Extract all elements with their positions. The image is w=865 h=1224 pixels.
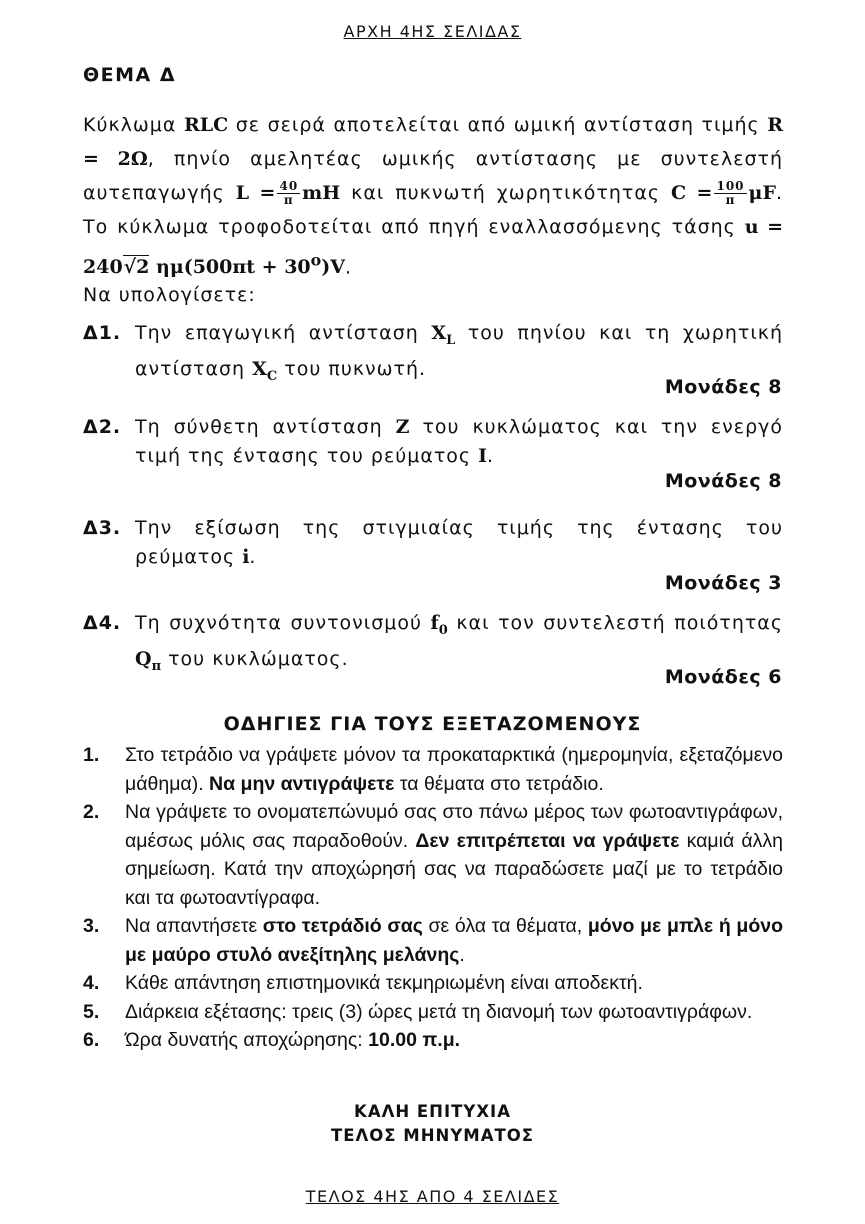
capacitance-fraction: $\frac{100}{\pi}$: [716, 179, 745, 207]
question-label: Δ3.: [83, 517, 122, 539]
marks-d2: Μονάδες 8: [664, 470, 782, 492]
closing-block: [0, 1100, 865, 1148]
instruction-item: 6. Ώρα δυνατής αποχώρησης: 10.00 π.μ.: [83, 1029, 461, 1051]
question-text: Την επαγωγική αντίσταση $X_L$ του πηνίου και τη χωρητική αντίσταση $X_C$ του πυκνωτή.: [135, 322, 784, 384]
page-footer: ΤΕΛΟΣ 4ΗΣ ΑΠΟ 4 ΣΕΛΙΔΕΣ: [305, 1187, 560, 1206]
question-text: Την εξίσωση της στιγμιαίας τιμής της έντασης του ρεύματος i.: [135, 517, 783, 568]
instruction-item: 3. Να απαντήσετε στο τετράδιό σας σε όλα τα θέματα, μόνο με μπλε ή μόνο με μαύρο στυλό ανεξίτηλης μελάνης.: [83, 915, 783, 966]
instruction-item: 2. Να γράψετε το ονοματεπώνυμό σας στο πάνω μέρος των φωτοαντιγράφων, αμέσως μόλις σας παραδοθούν. Δεν επιτρέπεται να γράψετε καμιά άλλη σημείωση. Κατά την αποχώρησή σας να παραδώσετε μαζί με το τετράδιο και τα φωτοαντίγραφα.: [83, 801, 783, 909]
capacitance-label: C =: [670, 182, 713, 204]
instructions-title: ΟΔΗΓΙΕΣ ΓΙΑ ΤΟΥΣ ΕΞΕΤΑΖΟΜΕΝΟΥΣ: [223, 713, 642, 735]
question-label: Δ4.: [83, 612, 122, 634]
question-text: Τη συχνότητα συντονισμού $f_0$ και τον συντελεστή ποιότητας $Q_\pi$ του κυκλώματος.: [135, 612, 783, 674]
instructions-list: [83, 741, 783, 1055]
marks-d1: Μονάδες 8: [664, 376, 782, 398]
marks-d4: Μονάδες 6: [664, 666, 782, 688]
voltage-equation: u = 240√2 $\eta\mu(500\pi t + 30^o)V$: [83, 216, 783, 279]
page-header: ΑΡΧΗ 4ΗΣ ΣΕΛΙΔΑΣ: [343, 22, 522, 41]
closing-wish: ΚΑΛΗ ΕΠΙΤΥΧΙΑ: [354, 1102, 511, 1121]
question-d2: [83, 413, 783, 471]
problem-statement: Κύκλωμα RLC σε σειρά αποτελείται από ωμική αντίσταση τιμής R = 2Ω, πηνίο αμελητέας ωμικής αντίστασης με συντελεστή αυτεπαγωγής L = $\frac{40}{\pi}$ mH και πυκνωτή χωρητικότητας C = $\frac{100}{\pi}$ μF. Το κύκλωμα τροφοδοτείται από πηγή εναλλασσόμενης τάσης u = 240√2 $\eta\mu(500\pi t + 30^o)V$.: [83, 114, 783, 279]
question-label: Δ2.: [83, 416, 122, 438]
inductance-label: L =: [235, 182, 276, 204]
question-d3: [83, 514, 783, 572]
resistance-value: R = 2Ω: [83, 114, 783, 170]
instruction-item: 1. Στο τετράδιο να γράψετε μόνον τα προκαταρκτικά (ημερομηνία, εξεταζόμενο μάθημα). Να μην αντιγράψετε τα θέματα στο τετράδιο.: [83, 744, 783, 795]
question-label: Δ1.: [83, 322, 122, 344]
marks-d3: Μονάδες 3: [664, 572, 782, 594]
capacitance-unit: μF: [748, 182, 776, 204]
section-title: ΘΕΜΑ Δ: [83, 64, 177, 86]
instruction-item: 4. Κάθε απάντηση επιστημονικά τεκμηριωμένη είναι αποδεκτή.: [83, 972, 643, 994]
inductance-fraction: $\frac{40}{\pi}$: [279, 179, 299, 207]
task-prompt: Να υπολογίσετε:: [83, 284, 256, 306]
inductance-unit: mH: [302, 182, 341, 204]
closing-end: ΤΕΛΟΣ ΜΗΝΥΜΑΤΟΣ: [330, 1126, 535, 1145]
instruction-item: 5. Διάρκεια εξέτασης: τρεις (3) ώρες μετά τη διανομή των φωτοαντιγράφων.: [83, 1000, 753, 1023]
question-text: Τη σύνθετη αντίσταση Z του κυκλώματος και την ενεργό τιμή της έντασης του ρεύματος I.: [135, 416, 783, 467]
rlc-symbol: RLC: [183, 114, 229, 136]
